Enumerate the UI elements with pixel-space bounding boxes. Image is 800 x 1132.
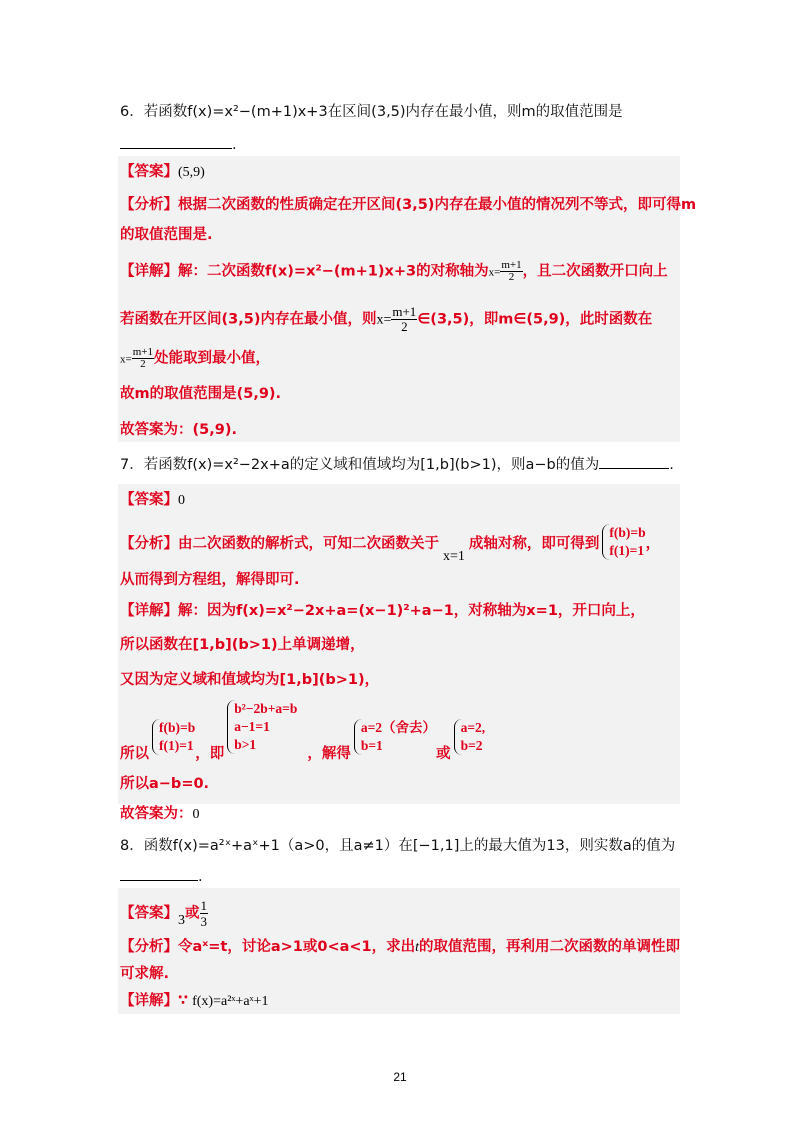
analysis-6-line1: 【分析】根据二次函数的性质确定在开区间(3,5)内存在最小值的情况列不等式，即可得m: [120, 197, 697, 213]
detail-8-line1: 【详解】∵ f(x)=a²ˣ+aˣ+1: [120, 993, 269, 1009]
analysis-6-line2: 的取值范围是.: [120, 227, 213, 243]
answer-blank: [120, 134, 232, 149]
analysis-7-line2: 从而得到方程组，解得即可.: [120, 572, 300, 588]
page-number: 21: [393, 1070, 407, 1084]
detail-6-line3: x= $\frac{m+1}{2}$ 处能取到最小值，: [120, 346, 270, 370]
answer-blank: [599, 454, 669, 469]
detail-7-line2: 所以函数在[1,b](b>1)上单调递增，: [120, 637, 365, 653]
question-8-line1: 8．函数f(x)=a²ˣ+aˣ+1（a>0，且a≠1）在[−1,1]上的最大值为13，则实数a的值为: [120, 838, 676, 854]
detail-6-line1: 【详解】解：二次函数f(x)=x²−(m+1)x+3的对称轴为x= $\frac{m+1}{2}$ ，且二次函数开口向上: [120, 259, 668, 283]
detail-7-line4: 所以 f(b)=b f(1)=1 ，即 b²−2b+a=b a−1=1 b>1 ，解得 a=2（舍去） b=1 或 a=2, b=2: [120, 701, 486, 762]
answer-blank: [120, 866, 198, 881]
question-7-line1: 7．若函数f(x)=x²−2x+a的定义域和值域均为[1,b](b>1)，则a−b的值为 .: [120, 454, 674, 475]
final-answer-6: 故答案为：(5,9).: [120, 422, 237, 438]
question-8-line2: .: [120, 866, 203, 887]
analysis-7-line1: 【分析】由二次函数的解析式，可知二次函数关于x=1成轴对称，即可得到 f(b)=b f(1)=1 ，: [120, 525, 661, 564]
detail-7-line3: 又因为定义域和值域均为[1,b](b>1)，: [120, 672, 380, 688]
answer-7: 【答案】0: [120, 492, 185, 508]
answer-6: 【答案】(5,9): [120, 164, 205, 180]
detail-7-line5: 所以a−b=0.: [120, 776, 210, 792]
analysis-8-line1: 【分析】令aˣ=t，讨论a>1或0<a<1，求出t的取值范围，再利用二次函数的单调性即: [120, 939, 681, 955]
answer-8: 【答案】3或 $\frac{1}{3}$: [120, 898, 207, 929]
detail-7-line1: 【详解】解：因为f(x)=x²−2x+a=(x−1)²+a−1，对称轴为x=1，开口向上，: [120, 603, 645, 619]
final-answer-7: 故答案为：0: [120, 806, 200, 822]
detail-6-line4: 故m的取值范围是(5,9).: [120, 386, 282, 402]
analysis-8-line2: 可求解.: [120, 966, 170, 982]
question-6-line2: .: [120, 134, 237, 155]
detail-6-line2: 若函数在开区间(3,5)内存在最小值，则x= $\frac{m+1}{2}$ ∈(3,5)，即m∈(5,9)，此时函数在: [120, 304, 653, 334]
question-6-line1: 6．若函数f(x)=x²−(m+1)x+3在区间(3,5)内存在最小值，则m的取值范围是: [120, 104, 623, 120]
